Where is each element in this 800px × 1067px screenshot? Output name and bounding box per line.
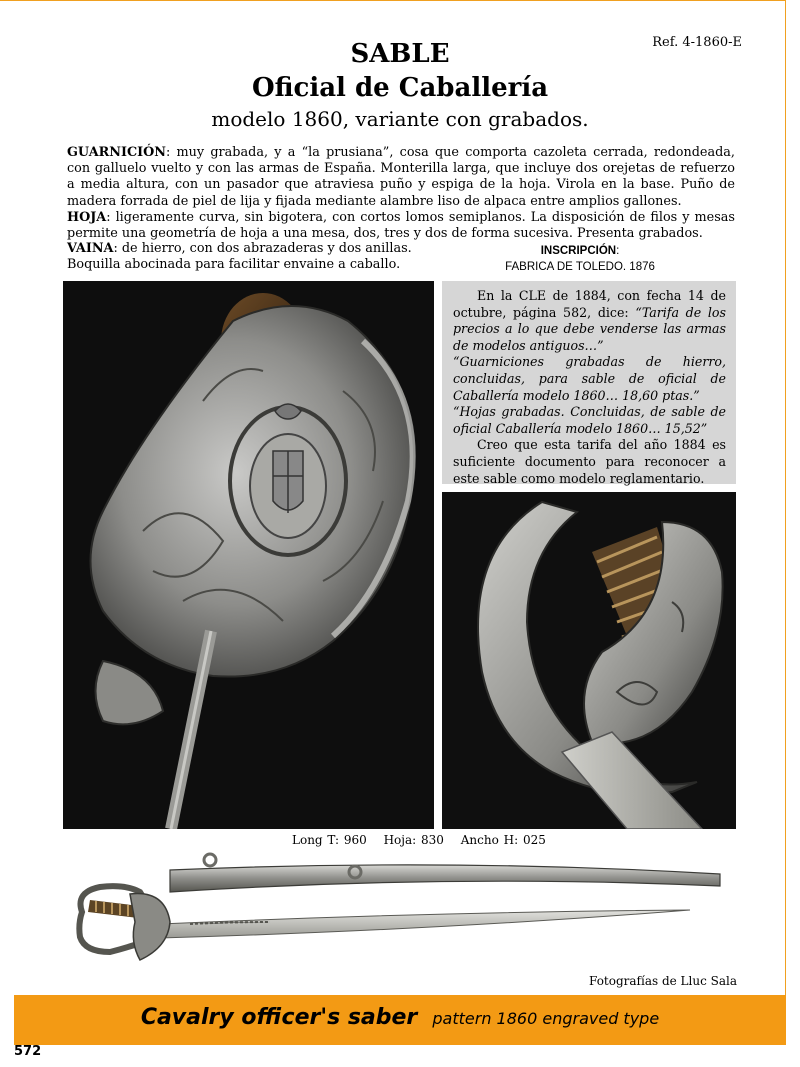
- guarnicion-label: GUARNICIÓN: [67, 145, 166, 160]
- inscription-heading: [470, 243, 690, 259]
- inscription-colon: :: [616, 245, 620, 257]
- vaina-text-2: Boquilla abocinada para facilitar envaine a caballo.: [67, 257, 401, 273]
- guarnicion-paragraph: [67, 145, 735, 210]
- page-title: SABLE: [350, 39, 450, 69]
- full-saber-photo: [70, 852, 730, 977]
- vaina-label: VAINA: [67, 241, 114, 256]
- vaina-text: : de hierro, con dos abrazaderas y dos anillas.: [113, 241, 412, 256]
- english-subtitle: pattern 1860 engraved type: [432, 1009, 660, 1028]
- quote-line-3: “Hojas grabadas. Concluidas, de sable de oficial Caballería modelo 1860… 15,52”: [453, 404, 726, 436]
- english-title-banner: [14, 995, 786, 1045]
- english-title: Cavalry officer's saber: [140, 1005, 418, 1030]
- description-block: [67, 145, 735, 242]
- guarnicion-text: : muy grabada, y a “la prusiana”, cosa que comporta cazoleta cerrada, redondeada, con galluelo vuelto y con las armas de España. Monterilla larga, que incluye dos orejetas de refuerzo a media altura, con un pasador que atraviesa puño y espiga de la hoja. Virola en la base. Puño de madera forrada de piel de lija y fijada mediante alambre liso de alpaca entre amplios gallones.: [67, 145, 735, 209]
- blade-width: Ancho H: 025: [460, 833, 546, 847]
- inscription-text: FABRICA DE TOLEDO. 1876: [505, 261, 655, 273]
- total-length: Long T: 960: [292, 833, 367, 847]
- inscription-label: INSCRIPCIÓN: [540, 245, 617, 257]
- quote-line-2: “Guarniciones grabadas de hierro, concluidas, para sable de oficial de Caballería modelo 1860… 18,60 ptas.”: [453, 354, 726, 403]
- hoja-paragraph: [67, 210, 735, 242]
- hoja-text: : ligeramente curva, sin bigotera, con cortos lomos semiplanos. La disposición de filos y mesas permite una geometría de hoja a una mesa, dos, tres y dos de forma sucesiva. Presenta grabados.: [67, 209, 735, 242]
- guard-photo: [63, 281, 434, 829]
- photo-credit: Fotografías de Lluc Sala: [589, 974, 737, 988]
- quote-line-3-paragraph: [453, 404, 726, 437]
- blade-length: Hoja: 830: [383, 833, 444, 847]
- quote-line-1: “Tarifa de los precios a lo que debe venderse las armas de modelos antiguos…”: [453, 304, 726, 353]
- vaina-paragraph: [67, 241, 447, 257]
- page-number: 572: [14, 1044, 42, 1059]
- vaina-block: [67, 241, 447, 273]
- quote-box: [442, 281, 736, 484]
- dimensions-line: [292, 833, 558, 847]
- hilt-photo: [442, 492, 736, 829]
- page-title-line2: Oficial de Caballería: [251, 73, 549, 103]
- saber-illustration: [70, 852, 730, 977]
- guard-illustration: [63, 281, 434, 829]
- inscription-block: [470, 243, 690, 275]
- quote-closing: Creo que esta tarifa del año 1884 es suficiente documento para reconocer a este sable como modelo reglamentario.: [453, 437, 726, 486]
- quote-intro-text: En la CLE de 1884, con fecha 14 de octubre, página 582, dice:: [453, 288, 726, 320]
- quote-intro: [453, 288, 726, 354]
- quote-line-2-paragraph: [453, 354, 726, 404]
- hilt-illustration: [442, 492, 736, 829]
- hoja-label: HOJA: [67, 209, 107, 225]
- page-subtitle: modelo 1860, variante con grabados.: [211, 107, 589, 131]
- reference-code: Ref. 4-1860-E: [652, 35, 742, 50]
